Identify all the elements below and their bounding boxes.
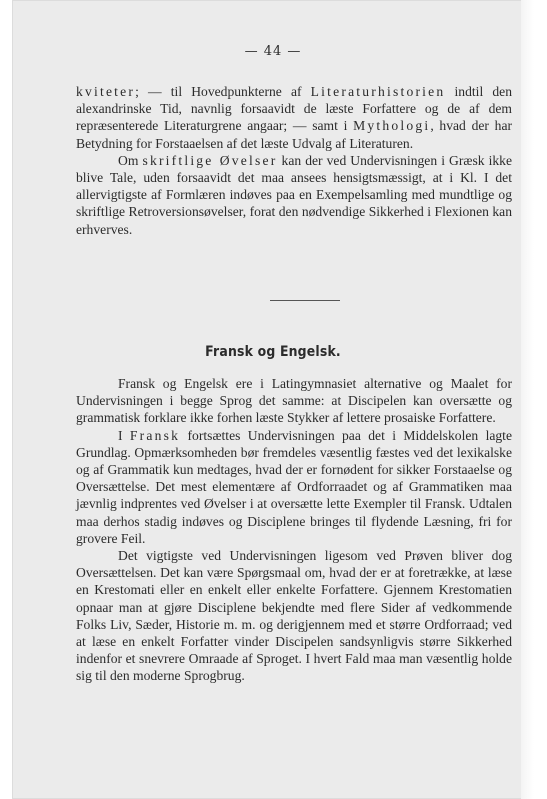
section-heading: Fransk og Engelsk. <box>205 344 341 360</box>
text-block-french-english <box>76 375 512 685</box>
paragraph-literature <box>76 83 512 152</box>
page-edge <box>521 0 534 799</box>
page-number: — 44 — <box>244 44 302 59</box>
paragraph-written-exercises <box>76 152 512 238</box>
text-run: fortsættes Undervisningen paa det i Middelskolen lagte Grundlag. Opmærksomheden bør fremdeles væsentlig fæstes ved det lexikalske og af Grammatik kun medtages, hvad der er fornødent for sikker Forstaaelse og Oversættelse. Det mest elementære af Ordforraadet og af Grammatiken maa jævnlig indprentes ved Øvelser i at oversætte lette Exempler til Fransk. Udtalen maa derhos stadig indøves og Disciplene bringes til flydende Læsning, fri for grovere Feil. <box>76 427 512 546</box>
spaced-word-skriftlige-ovelser: skriftlige Øvelser <box>142 152 278 168</box>
book-page <box>12 0 534 799</box>
paragraph-translation: Det vigtigste ved Undervisningen ligesom ved Prøven bliver dog Oversættelsen. Det kan være Spørgsmaal om, hvad der er at foretrække, at læse en Krestomati eller en enkelt eller enkelte Forfattere. Gjennem Krestomatien opnaar man at gjøre Disciplene bekjendte med flere Sider af vedkommende Folks Liv, Sæder, Historie m. m. og derigjennem med et større Ordforraad; ved at læse en enkelt Forfatter vinder Discipelen sandsynligvis større Sikkerhed indenfor et snevrere Omraade af Sproget. I hvert Fald maa man væsentlig holde sig til den moderne Sprogbrug. <box>76 548 512 684</box>
text-block-greek <box>76 83 512 238</box>
text-run: , hvad der har Betydning for Forstaaelsen af det læste Udvalg af Literaturen. <box>76 118 512 151</box>
spaced-word-mythologi: Mythologi <box>353 118 431 134</box>
spaced-word-fransk: Fransk <box>129 427 181 443</box>
spaced-word-literaturhistorien: Literaturhistorien <box>310 84 446 99</box>
text-run: I <box>118 427 130 443</box>
spaced-word-kviteter: kviteter <box>76 84 136 99</box>
paragraph-french <box>76 427 512 547</box>
paragraph-intro: Fransk og Engelsk ere i Latingymnasiet alternative og Maalet for Undervisningen i begge Sprog det samme: at Discipelen kan oversætte og grammatisk forklare ikke forhen læste Stykker af lettere prosaiske Forfattere. <box>76 376 512 426</box>
text-run: kan der ved Undervisningen i Græsk ikke blive Tale, uden forsaavidt det maa ansees hensigtsmæssigt, at i Kl. I det allervigtigste af Formlæren indøves paa en Exempelsamling med mundtlige og skriftlige Retroversionsøvelser, forat den nødvendige Sikkerhed i Flexionen kan erhverves. <box>76 152 512 237</box>
section-divider <box>270 300 340 301</box>
text-run: Om <box>118 152 143 168</box>
text-run: ; — til Hovedpunkterne af <box>135 84 311 99</box>
text-run: indtil den alexandrinske Tid, navnlig forsaavidt de læste Forfattere og de af dem repræsenterede Literaturgrene angaar; — samt i <box>76 84 512 134</box>
